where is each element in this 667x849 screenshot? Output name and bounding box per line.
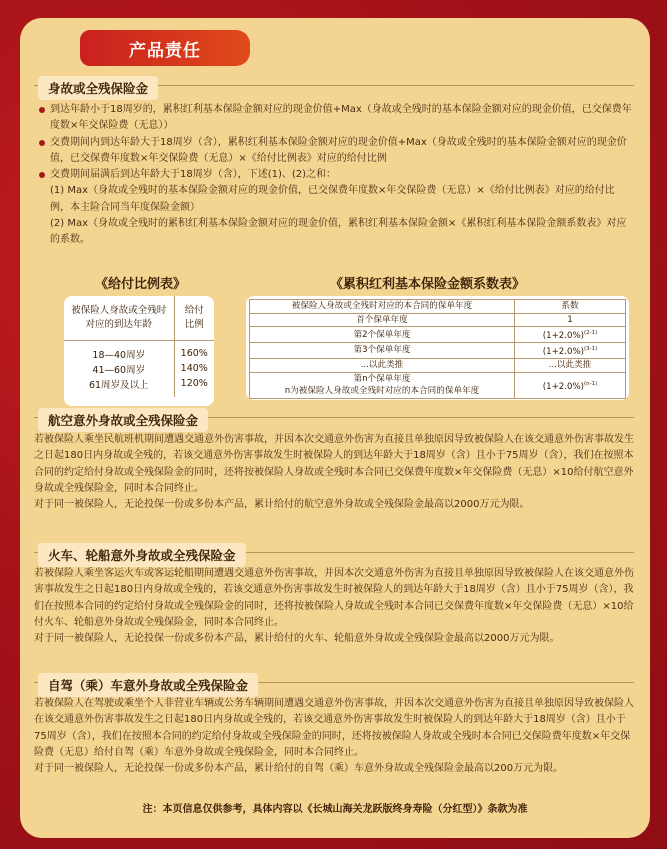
table2-cell: n为被保险人身故或全残时对应的本合同的保单年度	[284, 386, 480, 396]
table1-cell: 140%	[180, 363, 208, 374]
table1-title: 《给付比例表》	[95, 277, 187, 292]
table1-cell: 41—60周岁	[64, 361, 174, 377]
table2-title: 《累积红利基本保险金额系数表》	[330, 277, 526, 292]
death-bullets	[38, 102, 633, 249]
table2-exponent: (3-1)	[583, 346, 598, 353]
table1-cell: 61周岁及以上	[64, 377, 174, 397]
train-text	[34, 566, 634, 647]
aviation-paragraph: 若被保险人乘坐民航班机期间遭遇交通意外伤害事故，并因本次交通意外伤害为直接且单独原因导致被保险人在该交通意外伤害事故发生之日起180日内身故或全残的，若该交通意外伤害事故发生时被保险人的到达年龄大于18周岁（含）且小于75周岁（含），我们在按照本合同的约定给付身故或全残保险金的同时，还将按被保险人身故或全残时本合同已交保费年度数×年交保险费（无息）×10给付航空意外身故或全残保险金，同时本合同终止。	[34, 434, 634, 494]
section-title-train: 火车、轮船意外身故或全残保险金	[38, 543, 246, 567]
payout-ratio-table	[64, 296, 214, 406]
table2-header-coef: 系数	[515, 300, 626, 314]
table2-cell: 第n个保单年度	[353, 374, 411, 384]
content-card	[20, 18, 650, 838]
car-paragraph: 若被保险人在驾驶或乘坐个人非营业车辆或公务车辆期间遭遇交通意外伤害事故，并因本次交通意外伤害为直接且单独原因导致被保险人在该交通意外伤害事故发生之日起180日内身故或全残的，若该交通意外伤害事故发生时被保险人的到达年龄大于18周岁（含）且小于75周岁（含），我们在按照本合同的约定给付身故或全残保险金的同时，还将按被保险人身故或全残时本合同已交保险费年度数×年交保险费（无息）给付自驾（乘）车意外身故或全残保险金，同时本合同终止。	[34, 698, 634, 758]
death-bullet-2: 交费期间内到达年龄大于18周岁（含），累积红利基本保险金额对应的现金价值+Max（身故或全残时的基本保险金额对应的现金价值，已交保费年度数×年交保险费（无息）×《给付比例表》对应的给付比例	[38, 135, 633, 168]
aviation-limit: 对于同一被保险人，无论投保一份或多份本产品，累计给付的航空意外身故或全残保险金最高以2000万元为限。	[34, 499, 530, 511]
car-text	[34, 696, 634, 777]
table2-cell: 首个保单年度	[250, 313, 515, 327]
table1-cell: 18—40周岁	[64, 340, 174, 361]
bonus-coefficient-table	[246, 296, 629, 400]
death-sub-item-1: (1) Max（身故或全残时的基本保险金额对应的现金价值，已交保费年度数×年交保险费（无息）×《给付比例表》对应的给付比例，本主险合同当年度保险金额）	[50, 185, 615, 213]
death-sub-item-2: (2) Max（身故或全残时的累积红利基本保险金额对应的现金价值，累积红利基本保险金额×《累积红利基本保险金额系数表》对应的系数。	[50, 218, 627, 246]
table2-cell: (1+2.0%)	[542, 331, 584, 342]
footnote: 注：本页信息仅供参考，具体内容以《长城山海关龙跃版终身寿险（分红型）》条款为准	[142, 804, 528, 815]
section-title-car: 自驾（乘）车意外身故或全残保险金	[38, 673, 258, 697]
train-limit: 对于同一被保险人，无论投保一份或多份本产品，累计给付的火车、轮船意外身故或全残保险金最高以2000万元为限。	[34, 633, 560, 645]
table2-cell: 1	[567, 314, 573, 325]
death-bullet-1: 到达年龄小于18周岁的，累积红利基本保险金额对应的现金价值+Max（身故或全残时的基本保险金额对应的现金价值，已交保费年度数×年交保险费（无息））	[38, 102, 633, 135]
table1-header-ratio: 给付比例	[174, 296, 214, 340]
aviation-text	[34, 432, 634, 513]
table2-cell: ...以此类推	[515, 358, 626, 372]
table2-header-year: 被保险人身故或全残时对应的本合同的保单年度	[250, 300, 515, 314]
header-tab	[80, 30, 250, 66]
table1-cell: 160%	[180, 348, 208, 359]
car-limit: 对于同一被保险人，无论投保一份或多份本产品，累计给付的自驾（乘）车意外身故或全残保险金最高以200万元为限。	[34, 763, 564, 775]
section-title-aviation: 航空意外身故或全残保险金	[38, 408, 208, 432]
table1-header-age: 被保险人身故或全残时对应的到达年龄	[64, 296, 174, 340]
table2-cell: 第2个保单年度	[250, 327, 515, 343]
table2-cell: 第3个保单年度	[250, 343, 515, 359]
table2-cell: (1+2.0%)	[542, 346, 584, 357]
page-title: 产品责任	[129, 40, 201, 61]
table2-exponent: (2-1)	[583, 330, 598, 337]
table1-cell: 120%	[180, 378, 208, 389]
table2-exponent: (n-1)	[583, 380, 598, 387]
table2-cell: (1+2.0%)	[542, 381, 584, 392]
train-paragraph: 若被保险人乘坐客运火车或客运轮船期间遭遇交通意外伤害事故，并因本次交通意外伤害为直接且单独原因导致被保险人在该交通意外伤害事故发生之日起180日内身故或全残的，若该交通意外伤害事故发生时被保险人的到达年龄大于18周岁（含）且小于75周岁（含），我们在按照本合同的约定给付身故或全残保险金的同时，还将按被保险人身故或全残时本合同已交保费年度数×年交保险费（无息）×10给付火车、轮船意外身故或全残保险金，同时本合同终止。	[34, 568, 634, 628]
section-title-death: 身故或全残保险金	[38, 76, 158, 100]
table2-cell: ...以此类推	[250, 358, 515, 372]
death-bullet-3: 交费期间届满后到达年龄大于18周岁（含），下述(1)、(2)之和：	[38, 167, 633, 183]
